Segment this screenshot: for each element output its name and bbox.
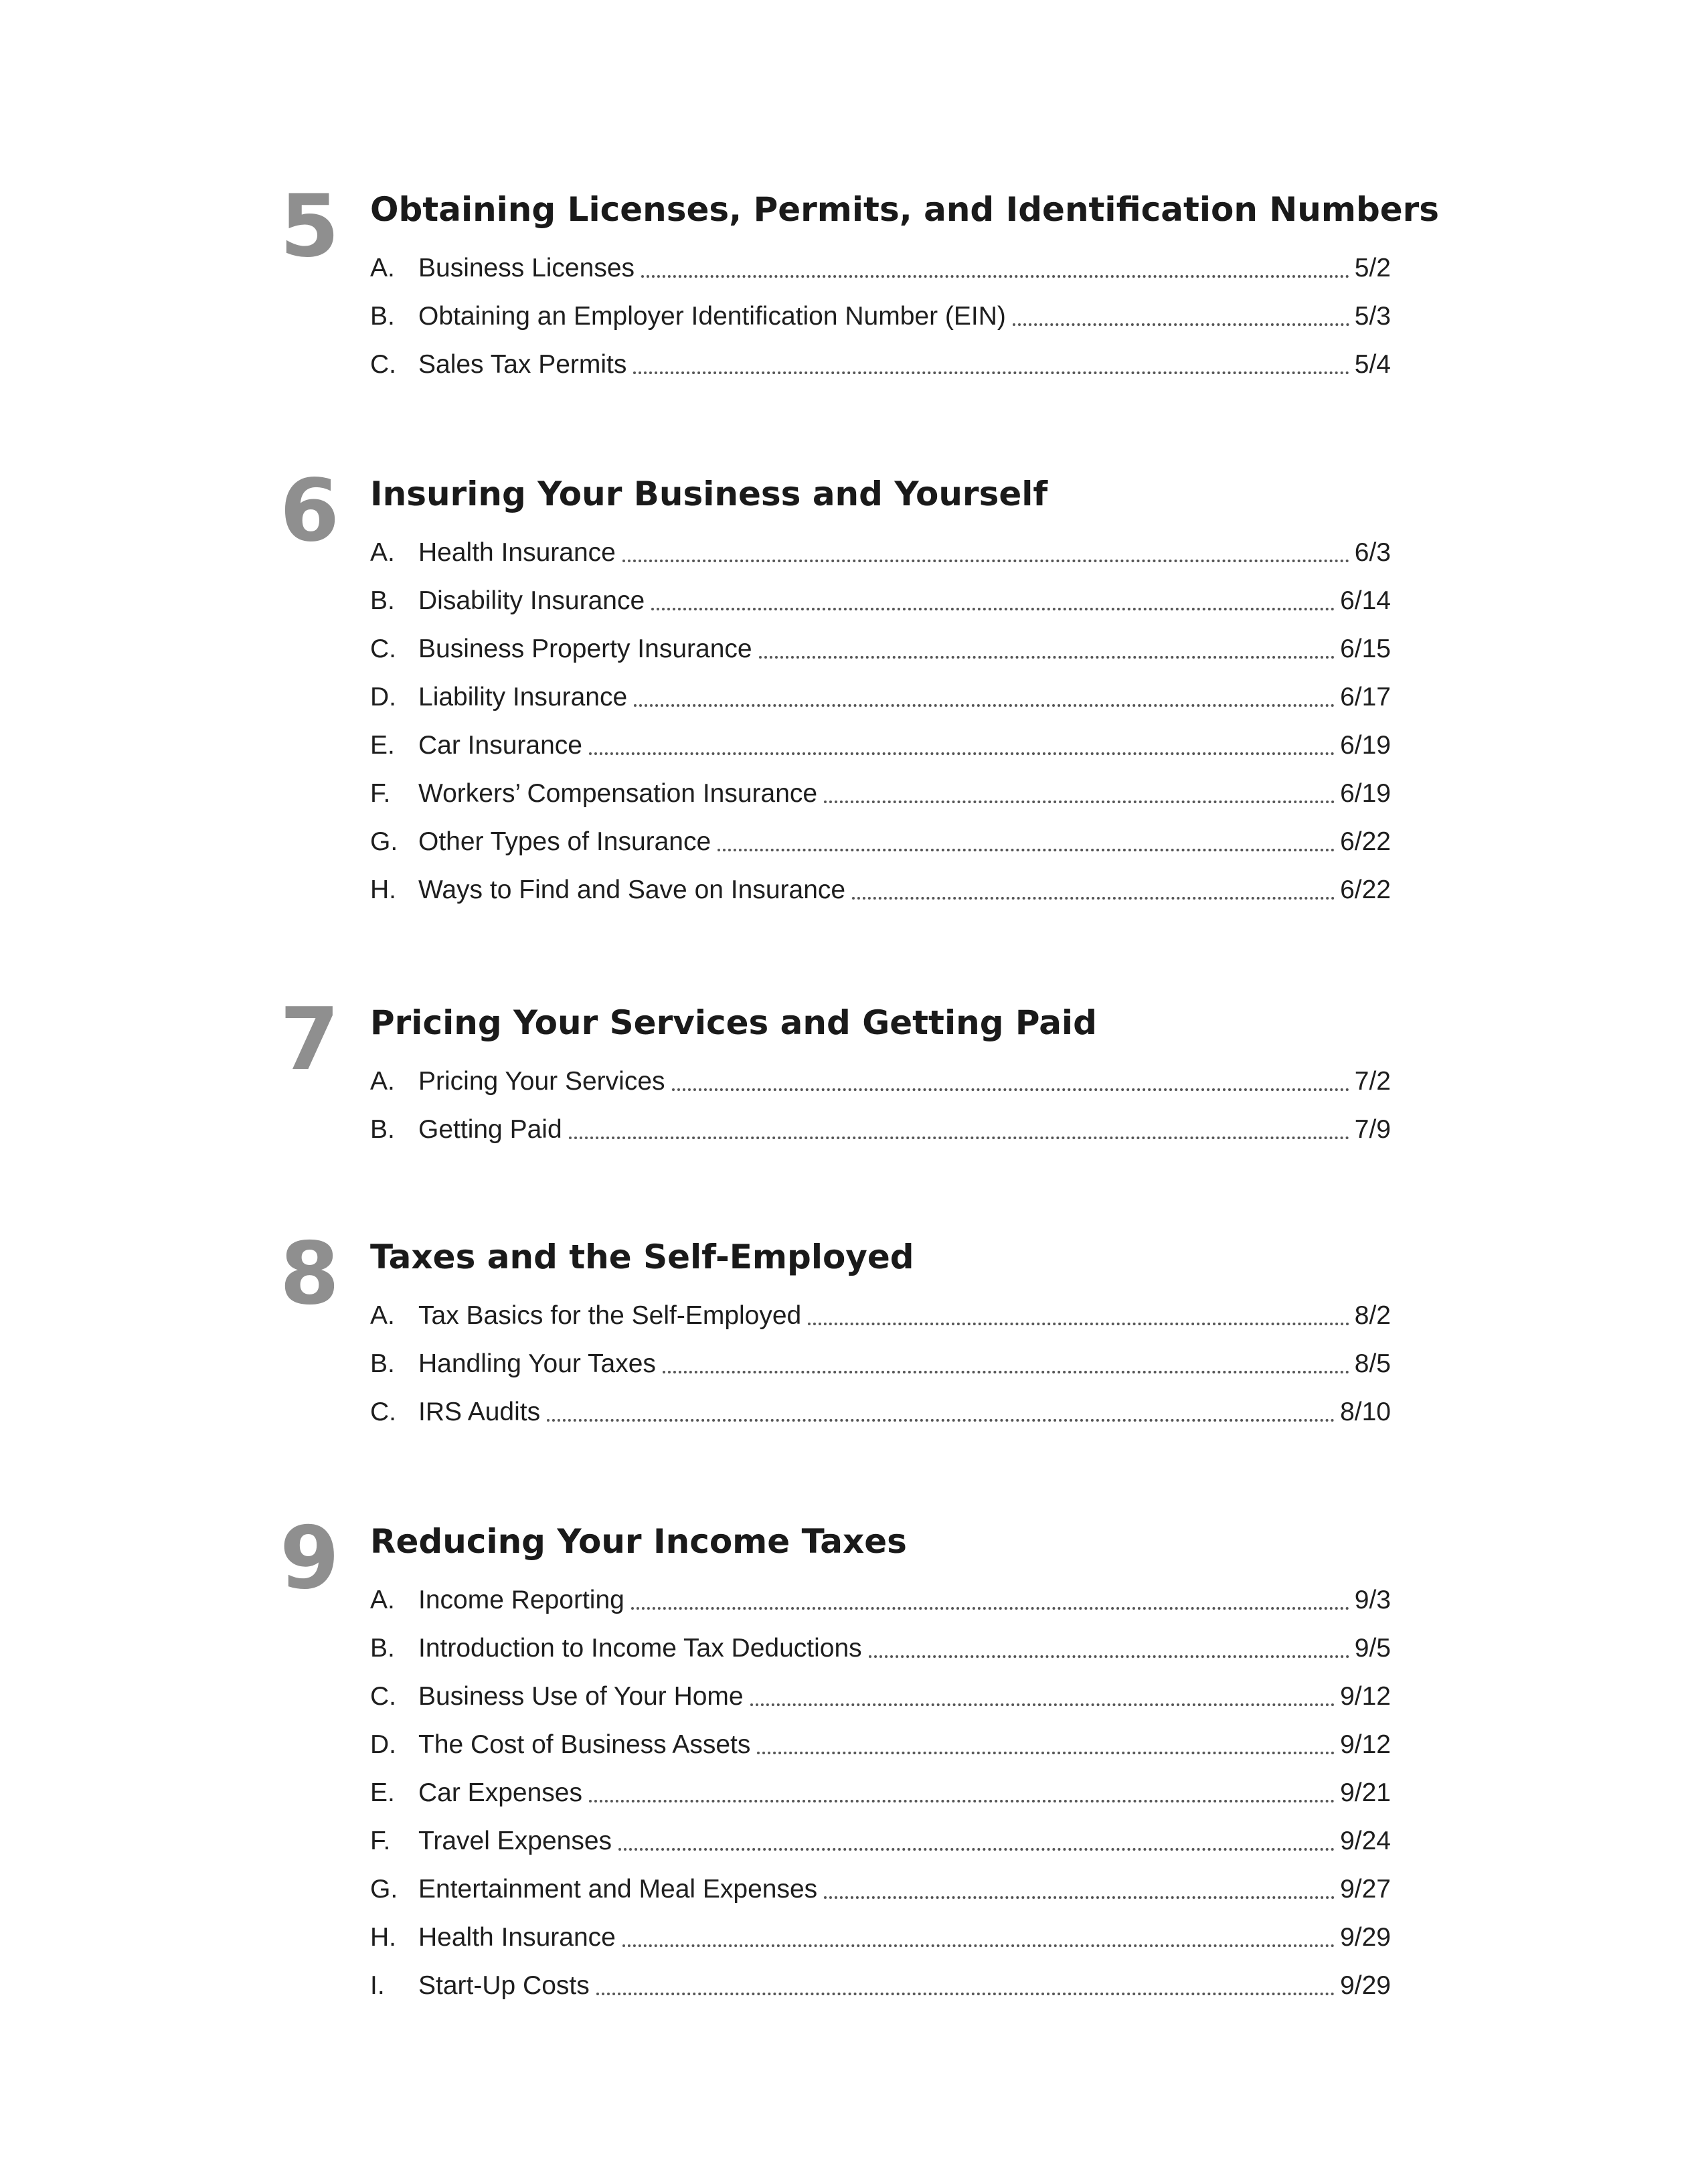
entry-page: 9/21 bbox=[1340, 1778, 1391, 1807]
dot-leader bbox=[808, 1323, 1349, 1325]
toc-entry[interactable] bbox=[370, 1673, 1391, 1721]
toc-entry[interactable] bbox=[370, 1106, 1391, 1154]
chapter-number: 6 bbox=[280, 461, 339, 561]
toc-entry[interactable] bbox=[370, 818, 1391, 866]
entry-title: Business Licenses bbox=[418, 254, 635, 282]
entry-letter: B. bbox=[370, 586, 395, 615]
chapter-entries bbox=[370, 244, 1391, 389]
toc-entry[interactable] bbox=[370, 1769, 1391, 1817]
chapter-title: Reducing Your Income Taxes bbox=[370, 1522, 907, 1561]
entry-title: Income Reporting bbox=[418, 1586, 624, 1614]
entry-title: Other Types of Insurance bbox=[418, 827, 711, 856]
dot-leader bbox=[852, 897, 1335, 900]
entry-title: Start-Up Costs bbox=[418, 1971, 590, 2000]
entry-page: 7/2 bbox=[1354, 1067, 1391, 1096]
entry-title: Ways to Find and Save on Insurance bbox=[418, 875, 846, 904]
entry-title: Obtaining an Employer Identification Number (EIN) bbox=[418, 302, 1006, 331]
dot-leader bbox=[757, 1752, 1335, 1754]
entry-title: Tax Basics for the Self-Employed bbox=[418, 1301, 802, 1330]
entry-title: Disability Insurance bbox=[418, 586, 645, 615]
toc-entry[interactable] bbox=[370, 1624, 1391, 1673]
entry-page: 9/12 bbox=[1340, 1682, 1391, 1711]
toc-entry[interactable] bbox=[370, 1721, 1391, 1769]
entry-title: Health Insurance bbox=[418, 538, 616, 567]
entry-page: 9/12 bbox=[1340, 1730, 1391, 1759]
entry-page: 5/3 bbox=[1354, 302, 1391, 331]
entry-title: Workers’ Compensation Insurance bbox=[418, 779, 818, 808]
entry-letter: G. bbox=[370, 827, 398, 856]
dot-leader bbox=[547, 1419, 1335, 1422]
dot-leader bbox=[622, 560, 1349, 562]
entry-letter: I. bbox=[370, 1971, 385, 2000]
dot-leader bbox=[663, 1371, 1349, 1373]
entry-letter: E. bbox=[370, 731, 395, 760]
toc-entry[interactable] bbox=[370, 341, 1391, 389]
entry-page: 9/24 bbox=[1340, 1827, 1391, 1855]
entry-page: 6/14 bbox=[1340, 586, 1391, 615]
dot-leader bbox=[651, 608, 1335, 610]
dot-leader bbox=[718, 849, 1335, 851]
chapter-entries bbox=[370, 1058, 1391, 1154]
entry-title: Sales Tax Permits bbox=[418, 350, 627, 379]
entry-title: Getting Paid bbox=[418, 1115, 562, 1144]
entry-letter: H. bbox=[370, 875, 396, 904]
chapter-title: Pricing Your Services and Getting Paid bbox=[370, 1003, 1097, 1042]
chapter-number: 8 bbox=[280, 1224, 339, 1324]
entry-letter: B. bbox=[370, 302, 395, 331]
entry-letter: C. bbox=[370, 350, 396, 379]
entry-page: 6/19 bbox=[1340, 779, 1391, 808]
toc-entry[interactable] bbox=[370, 1340, 1391, 1388]
entry-title: Health Insurance bbox=[418, 1923, 616, 1952]
dot-leader bbox=[633, 371, 1349, 374]
entry-title: Business Property Insurance bbox=[418, 635, 752, 663]
entry-page: 6/3 bbox=[1354, 538, 1391, 567]
dot-leader bbox=[672, 1088, 1349, 1091]
chapter-entries bbox=[370, 529, 1391, 914]
entry-page: 6/19 bbox=[1340, 731, 1391, 760]
entry-title: IRS Audits bbox=[418, 1398, 541, 1426]
entry-letter: C. bbox=[370, 1398, 396, 1426]
dot-leader bbox=[824, 801, 1335, 803]
dot-leader bbox=[589, 752, 1335, 755]
dot-leader bbox=[1013, 323, 1349, 326]
entry-page: 6/17 bbox=[1340, 683, 1391, 711]
entry-page: 8/10 bbox=[1340, 1398, 1391, 1426]
entry-page: 5/2 bbox=[1354, 254, 1391, 282]
toc-entry[interactable] bbox=[370, 577, 1391, 625]
entry-letter: A. bbox=[370, 538, 395, 567]
entry-letter: F. bbox=[370, 779, 391, 808]
toc-entry[interactable] bbox=[370, 866, 1391, 914]
entry-page: 9/29 bbox=[1340, 1971, 1391, 2000]
dot-leader bbox=[596, 1993, 1335, 1995]
entry-letter: A. bbox=[370, 1067, 395, 1096]
dot-leader bbox=[631, 1607, 1349, 1610]
entry-letter: H. bbox=[370, 1923, 396, 1952]
toc-entry[interactable] bbox=[370, 292, 1391, 341]
dot-leader bbox=[634, 704, 1335, 707]
toc-entry[interactable] bbox=[370, 625, 1391, 673]
entry-title: Business Use of Your Home bbox=[418, 1682, 744, 1711]
dot-leader bbox=[641, 275, 1349, 278]
chapter-number: 5 bbox=[280, 177, 339, 276]
dot-leader bbox=[824, 1896, 1335, 1899]
dot-leader bbox=[869, 1655, 1349, 1658]
entry-letter: B. bbox=[370, 1115, 395, 1144]
chapter-title: Taxes and the Self-Employed bbox=[370, 1238, 914, 1276]
toc-entry[interactable] bbox=[370, 1962, 1391, 2010]
entry-page: 8/5 bbox=[1354, 1349, 1391, 1378]
entry-page: 6/22 bbox=[1340, 827, 1391, 856]
entry-page: 9/3 bbox=[1354, 1586, 1391, 1614]
entry-letter: G. bbox=[370, 1875, 398, 1904]
toc-entry[interactable] bbox=[370, 244, 1391, 292]
entry-letter: A. bbox=[370, 254, 395, 282]
toc-entry[interactable] bbox=[370, 673, 1391, 722]
entry-page: 8/2 bbox=[1354, 1301, 1391, 1330]
toc-entry[interactable] bbox=[370, 529, 1391, 577]
toc-entry[interactable] bbox=[370, 1914, 1391, 1962]
toc-entry[interactable] bbox=[370, 1388, 1391, 1436]
chapter-title: Insuring Your Business and Yourself bbox=[370, 475, 1048, 513]
entry-page: 6/15 bbox=[1340, 635, 1391, 663]
toc-entry[interactable] bbox=[370, 1865, 1391, 1914]
entry-page: 7/9 bbox=[1354, 1115, 1391, 1144]
toc-entry[interactable] bbox=[370, 1817, 1391, 1865]
chapter-number: 9 bbox=[280, 1509, 339, 1608]
toc-entry[interactable] bbox=[370, 770, 1391, 818]
entry-title: Handling Your Taxes bbox=[418, 1349, 656, 1378]
entry-page: 5/4 bbox=[1354, 350, 1391, 379]
entry-letter: E. bbox=[370, 1778, 395, 1807]
toc-entry[interactable] bbox=[370, 1576, 1391, 1624]
entry-title: Car Insurance bbox=[418, 731, 582, 760]
entry-page: 9/27 bbox=[1340, 1875, 1391, 1904]
entry-page: 9/29 bbox=[1340, 1923, 1391, 1952]
entry-page: 9/5 bbox=[1354, 1634, 1391, 1663]
dot-leader bbox=[589, 1800, 1335, 1802]
chapter-entries bbox=[370, 1576, 1391, 2010]
entry-letter: B. bbox=[370, 1634, 395, 1663]
dot-leader bbox=[618, 1848, 1335, 1851]
entry-title: The Cost of Business Assets bbox=[418, 1730, 751, 1759]
toc-entry[interactable] bbox=[370, 1058, 1391, 1106]
entry-title: Travel Expenses bbox=[418, 1827, 612, 1855]
entry-page: 6/22 bbox=[1340, 875, 1391, 904]
entry-letter: F. bbox=[370, 1827, 391, 1855]
chapter-entries bbox=[370, 1292, 1391, 1436]
entry-title: Pricing Your Services bbox=[418, 1067, 665, 1096]
entry-title: Car Expenses bbox=[418, 1778, 582, 1807]
entry-letter: A. bbox=[370, 1301, 395, 1330]
entry-letter: B. bbox=[370, 1349, 395, 1378]
dot-leader bbox=[759, 656, 1335, 659]
entry-letter: D. bbox=[370, 683, 396, 711]
entry-title: Introduction to Income Tax Deductions bbox=[418, 1634, 862, 1663]
entry-title: Liability Insurance bbox=[418, 683, 628, 711]
entry-letter: A. bbox=[370, 1586, 395, 1614]
entry-letter: C. bbox=[370, 635, 396, 663]
dot-leader bbox=[622, 1944, 1335, 1947]
entry-title: Entertainment and Meal Expenses bbox=[418, 1875, 818, 1904]
dot-leader bbox=[569, 1137, 1349, 1139]
dot-leader bbox=[750, 1703, 1335, 1706]
entry-letter: C. bbox=[370, 1682, 396, 1711]
entry-letter: D. bbox=[370, 1730, 396, 1759]
toc-entry[interactable] bbox=[370, 722, 1391, 770]
toc-entry[interactable] bbox=[370, 1292, 1391, 1340]
chapter-number: 7 bbox=[280, 990, 339, 1090]
chapter-title: Obtaining Licenses, Permits, and Identification Numbers bbox=[370, 190, 1440, 229]
